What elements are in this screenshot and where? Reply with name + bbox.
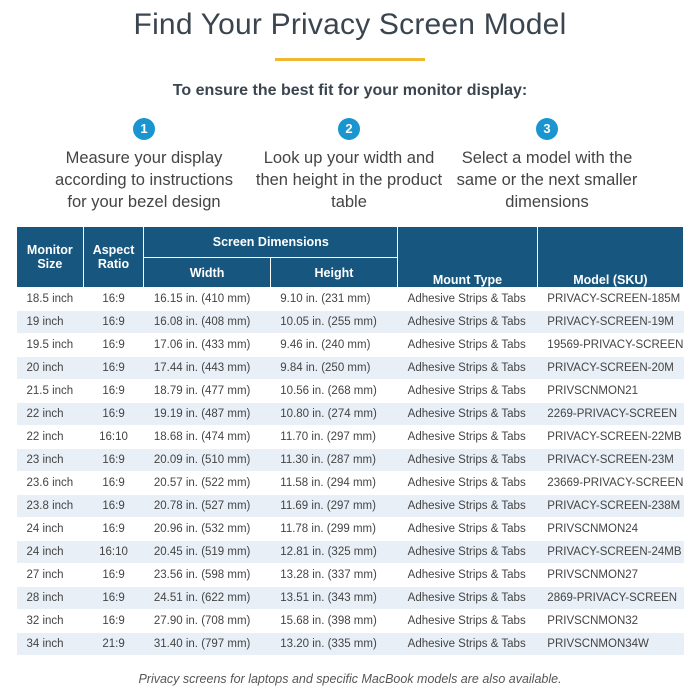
cell-mount-type: Adhesive Strips & Tabs [398,311,538,334]
header-aspect-ratio: Aspect Ratio [83,227,144,288]
title-underline [275,58,425,61]
table-row [17,587,684,610]
cell-monitor-size: 19 inch [17,311,84,334]
steps-section [0,118,700,218]
cell-aspect-ratio: 16:10 [83,426,144,449]
cell-width: 20.45 in. (519 mm) [144,541,270,564]
table-row [17,334,684,357]
step-text: Measure your display according to instructions for your bezel design [55,149,233,211]
cell-model-sku: PRIVACY-SCREEN-22MB [537,426,683,449]
table-row [17,541,684,564]
table-row [17,426,684,449]
cell-monitor-size: 21.5 inch [17,380,84,403]
cell-aspect-ratio: 16:9 [83,403,144,426]
cell-model-sku: PRIVSCNMON27 [537,564,683,587]
cell-width: 18.68 in. (474 mm) [144,426,270,449]
cell-monitor-size: 19.5 inch [17,334,84,357]
cell-monitor-size: 27 inch [17,564,84,587]
cell-mount-type: Adhesive Strips & Tabs [398,426,538,449]
cell-monitor-size: 24 inch [17,518,84,541]
page-subtitle: To ensure the best fit for your monitor display: [172,82,528,99]
cell-width: 20.57 in. (522 mm) [144,472,270,495]
cell-mount-type: Adhesive Strips & Tabs [398,564,538,587]
cell-model-sku: PRIVSCNMON24 [537,518,683,541]
cell-height: 11.70 in. (297 mm) [270,426,397,449]
cell-height: 11.58 in. (294 mm) [270,472,397,495]
cell-monitor-size: 18.5 inch [17,288,84,311]
cell-height: 15.68 in. (398 mm) [270,610,397,633]
header-mount-type: Mount Type [398,227,538,288]
table-row [17,357,684,380]
model-table [16,226,684,656]
table-row [17,495,684,518]
cell-mount-type: Adhesive Strips & Tabs [398,288,538,311]
cell-height: 9.84 in. (250 mm) [270,357,397,380]
footnote: Privacy screens for laptops and specific MacBook models are also available. [138,672,562,686]
step-2 [249,118,449,213]
cell-aspect-ratio: 16:9 [83,357,144,380]
table-row [17,403,684,426]
cell-mount-type: Adhesive Strips & Tabs [398,334,538,357]
cell-width: 17.44 in. (443 mm) [144,357,270,380]
cell-height: 10.05 in. (255 mm) [270,311,397,334]
cell-model-sku: PRIVACY-SCREEN-24MB [537,541,683,564]
cell-width: 24.51 in. (622 mm) [144,587,270,610]
table-body [17,288,684,656]
cell-monitor-size: 28 inch [17,587,84,610]
cell-aspect-ratio: 16:9 [83,449,144,472]
cell-height: 11.69 in. (297 mm) [270,495,397,518]
cell-width: 23.56 in. (598 mm) [144,564,270,587]
cell-width: 16.15 in. (410 mm) [144,288,270,311]
table-row [17,311,684,334]
cell-monitor-size: 22 inch [17,403,84,426]
cell-aspect-ratio: 16:10 [83,541,144,564]
cell-mount-type: Adhesive Strips & Tabs [398,610,538,633]
cell-width: 16.08 in. (408 mm) [144,311,270,334]
cell-width: 17.06 in. (433 mm) [144,334,270,357]
cell-mount-type: Adhesive Strips & Tabs [398,587,538,610]
cell-height: 10.80 in. (274 mm) [270,403,397,426]
cell-monitor-size: 23 inch [17,449,84,472]
cell-model-sku: 19569-PRIVACY-SCREEN [537,334,683,357]
cell-aspect-ratio: 16:9 [83,518,144,541]
step-number-badge: 3 [536,118,558,140]
cell-model-sku: PRIVACY-SCREEN-23M [537,449,683,472]
cell-model-sku: PRIVACY-SCREEN-185M [537,288,683,311]
step-text: Select a model with the same or the next smaller dimensions [456,149,638,211]
cell-model-sku: PRIVSCNMON21 [537,380,683,403]
cell-mount-type: Adhesive Strips & Tabs [398,495,538,518]
cell-width: 27.90 in. (708 mm) [144,610,270,633]
cell-aspect-ratio: 16:9 [83,495,144,518]
cell-model-sku: PRIVACY-SCREEN-20M [537,357,683,380]
cell-mount-type: Adhesive Strips & Tabs [398,472,538,495]
cell-model-sku: 2869-PRIVACY-SCREEN [537,587,683,610]
cell-width: 20.09 in. (510 mm) [144,449,270,472]
cell-model-sku: PRIVACY-SCREEN-19M [537,311,683,334]
table-row [17,564,684,587]
header-monitor-size: Monitor Size [17,227,84,288]
cell-aspect-ratio: 16:9 [83,380,144,403]
cell-monitor-size: 24 inch [17,541,84,564]
cell-height: 11.78 in. (299 mm) [270,518,397,541]
step-text: Look up your width and then height in the product table [255,149,443,211]
header-screen-dimensions: Screen Dimensions [144,227,398,258]
cell-width: 18.79 in. (477 mm) [144,380,270,403]
cell-mount-type: Adhesive Strips & Tabs [398,357,538,380]
cell-mount-type: Adhesive Strips & Tabs [398,518,538,541]
cell-model-sku: 23669-PRIVACY-SCREEN [537,472,683,495]
cell-width: 31.40 in. (797 mm) [144,633,270,656]
cell-height: 9.10 in. (231 mm) [270,288,397,311]
table-row [17,610,684,633]
cell-monitor-size: 32 inch [17,610,84,633]
table-row [17,449,684,472]
cell-height: 11.30 in. (287 mm) [270,449,397,472]
cell-monitor-size: 23.6 inch [17,472,84,495]
cell-width: 20.96 in. (532 mm) [144,518,270,541]
cell-mount-type: Adhesive Strips & Tabs [398,633,538,656]
cell-mount-type: Adhesive Strips & Tabs [398,449,538,472]
page-title: Find Your Privacy Screen Model [133,8,567,41]
cell-model-sku: PRIVACY-SCREEN-238M [537,495,683,518]
cell-mount-type: Adhesive Strips & Tabs [398,541,538,564]
step-number-badge: 2 [338,118,360,140]
cell-width: 19.19 in. (487 mm) [144,403,270,426]
cell-height: 9.46 in. (240 mm) [270,334,397,357]
cell-aspect-ratio: 21:9 [83,633,144,656]
cell-model-sku: 2269-PRIVACY-SCREEN [537,403,683,426]
cell-monitor-size: 34 inch [17,633,84,656]
cell-monitor-size: 23.8 inch [17,495,84,518]
step-1 [44,118,244,213]
cell-model-sku: PRIVSCNMON32 [537,610,683,633]
cell-height: 13.20 in. (335 mm) [270,633,397,656]
step-3 [447,118,647,213]
cell-aspect-ratio: 16:9 [83,288,144,311]
cell-mount-type: Adhesive Strips & Tabs [398,403,538,426]
cell-aspect-ratio: 16:9 [83,610,144,633]
cell-model-sku: PRIVSCNMON34W [537,633,683,656]
cell-aspect-ratio: 16:9 [83,311,144,334]
cell-height: 12.81 in. (325 mm) [270,541,397,564]
cell-width: 20.78 in. (527 mm) [144,495,270,518]
cell-height: 13.51 in. (343 mm) [270,587,397,610]
step-number-badge: 1 [133,118,155,140]
table-row [17,380,684,403]
cell-mount-type: Adhesive Strips & Tabs [398,380,538,403]
cell-height: 10.56 in. (268 mm) [270,380,397,403]
cell-aspect-ratio: 16:9 [83,334,144,357]
table-row [17,288,684,311]
header-model-sku: Model (SKU) [537,227,683,288]
header-width: Width [144,258,270,288]
header-height: Height [270,258,397,288]
table-row [17,518,684,541]
table-row [17,472,684,495]
cell-monitor-size: 20 inch [17,357,84,380]
cell-monitor-size: 22 inch [17,426,84,449]
cell-aspect-ratio: 16:9 [83,472,144,495]
cell-height: 13.28 in. (337 mm) [270,564,397,587]
table-row [17,633,684,656]
cell-aspect-ratio: 16:9 [83,587,144,610]
cell-aspect-ratio: 16:9 [83,564,144,587]
